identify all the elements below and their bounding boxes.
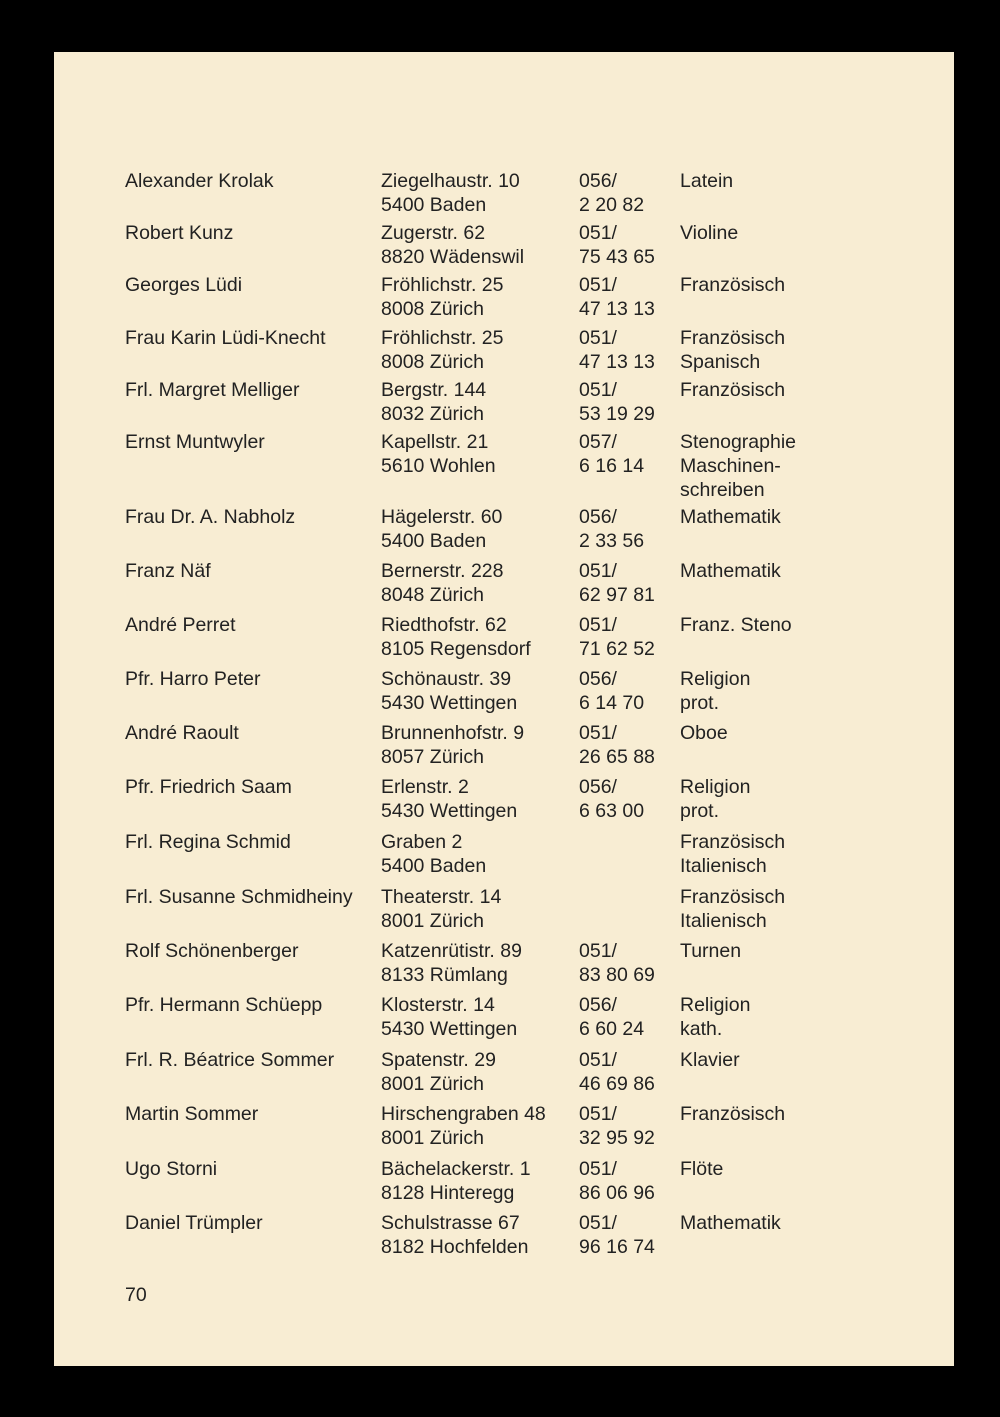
- entry-subject: [680, 273, 785, 297]
- entry-phone-line: 051/: [579, 614, 617, 636]
- entry-name-text: Martin Sommer: [125, 1103, 259, 1125]
- entry-subject: [680, 378, 785, 402]
- entry-address-line: Schulstrasse 67: [381, 1212, 520, 1234]
- entry-subject-line: Turnen: [680, 940, 742, 962]
- entry-phone-line: 6 63 00: [579, 800, 645, 822]
- entry-address: [381, 273, 503, 321]
- entry-phone-line: 056/: [579, 994, 617, 1016]
- entry-phone: [579, 1157, 655, 1205]
- entry-phone-line: 057/: [579, 431, 617, 453]
- entry-subject-line: Französisch: [680, 886, 786, 908]
- entry-subject-line: Religion: [680, 776, 751, 798]
- entry-phone-line: 26 65 88: [579, 746, 655, 768]
- entry-name: [125, 939, 298, 963]
- entry-address-line: 5610 Wohlen: [381, 455, 496, 477]
- entry-name: [125, 993, 322, 1017]
- entry-phone-line: 6 14 70: [579, 692, 645, 714]
- entry-address-line: Klosterstr. 14: [381, 994, 495, 1016]
- entry-phone-line: 051/: [579, 1049, 617, 1071]
- entry-address-line: 8001 Zürich: [381, 1073, 484, 1095]
- entry-address: [381, 430, 496, 478]
- entry-phone: [579, 993, 644, 1041]
- entry-address: [381, 830, 486, 878]
- entry-subject-line: kath.: [680, 1018, 723, 1040]
- entry-address-line: Erlenstr. 2: [381, 776, 469, 798]
- entry-subject-line: Religion: [680, 668, 751, 690]
- entry-name: [125, 273, 242, 297]
- entry-phone-line: 051/: [579, 327, 617, 349]
- entry-address-line: Hägelerstr. 60: [381, 506, 503, 528]
- entry-address-line: Bernerstr. 228: [381, 560, 504, 582]
- entry-subject-line: prot.: [680, 800, 720, 822]
- entry-phone-line: 86 06 96: [579, 1182, 655, 1204]
- entry-phone-line: 051/: [579, 222, 617, 244]
- entry-subject: [680, 613, 792, 637]
- entry-subject-line: Religion: [680, 994, 751, 1016]
- entry-subject: [680, 1102, 785, 1126]
- entry-address-line: 5430 Wettingen: [381, 692, 518, 714]
- entry-name-text: Frau Dr. A. Nabholz: [125, 506, 296, 528]
- entry-phone: [579, 326, 655, 374]
- entry-phone-line: 051/: [579, 560, 617, 582]
- entry-name-text: Frl. Regina Schmid: [125, 831, 291, 853]
- entry-address-line: 8001 Zürich: [381, 1127, 484, 1149]
- document-page: [54, 52, 954, 1366]
- entry-address: [381, 775, 517, 823]
- entry-address: [381, 559, 503, 607]
- entry-subject-line: schreiben: [680, 479, 765, 501]
- entry-name: [125, 613, 236, 637]
- entry-subject: [680, 939, 741, 963]
- entry-subject: [680, 667, 750, 715]
- entry-subject: [680, 1157, 723, 1181]
- entry-phone-line: 47 13 13: [579, 351, 655, 373]
- entry-phone: [579, 221, 655, 269]
- entry-address-line: Hirschengraben 48: [381, 1103, 546, 1125]
- entry-phone-line: 051/: [579, 1158, 617, 1180]
- entry-phone: [579, 775, 644, 823]
- entry-phone: [579, 559, 655, 607]
- entry-address: [381, 613, 531, 661]
- entry-address-line: 5400 Baden: [381, 194, 487, 216]
- entry-phone-line: 53 19 29: [579, 403, 655, 425]
- entry-address-line: Brunnenhofstr. 9: [381, 722, 525, 744]
- entry-name: [125, 721, 239, 745]
- entry-address-line: 5400 Baden: [381, 530, 487, 552]
- entry-name-text: Rolf Schönenberger: [125, 940, 299, 962]
- entry-phone-line: 2 20 82: [579, 194, 645, 216]
- entry-address: [381, 721, 524, 769]
- entry-address-line: Graben 2: [381, 831, 463, 853]
- entry-subject-line: Stenographie: [680, 431, 797, 453]
- entry-phone-line: 62 97 81: [579, 584, 655, 606]
- entry-subject-line: Maschinen-: [680, 455, 781, 477]
- entry-phone-line: 056/: [579, 776, 617, 798]
- entry-address-line: Spatenstr. 29: [381, 1049, 496, 1071]
- entry-subject: [680, 1211, 781, 1235]
- entry-name-text: Frl. R. Béatrice Sommer: [125, 1049, 335, 1071]
- entry-name: [125, 326, 326, 350]
- entry-name: [125, 1102, 258, 1126]
- entry-subject: [680, 830, 785, 878]
- entry-subject: [680, 721, 728, 745]
- entry-phone-line: 051/: [579, 722, 617, 744]
- entry-address-line: Katzenrütistr. 89: [381, 940, 522, 962]
- entry-subject: [680, 775, 750, 823]
- entry-subject-line: Violine: [680, 222, 739, 244]
- entry-subject-line: Spanisch: [680, 351, 761, 373]
- entry-address-line: Ziegelhaustr. 10: [381, 170, 520, 192]
- entry-subject-line: Italienisch: [680, 910, 767, 932]
- entry-phone-line: 051/: [579, 940, 617, 962]
- entry-address-line: 8008 Zürich: [381, 351, 484, 373]
- entry-subject: [680, 169, 733, 193]
- entry-subject: [680, 505, 781, 529]
- entry-subject-line: Klavier: [680, 1049, 740, 1071]
- entry-subject-line: Latein: [680, 170, 734, 192]
- entry-address-line: 8048 Zürich: [381, 584, 484, 606]
- entry-subject: [680, 221, 738, 245]
- entry-phone: [579, 939, 655, 987]
- entry-address-line: 8133 Rümlang: [381, 964, 508, 986]
- entry-name-text: Frl. Susanne Schmidheiny: [125, 886, 353, 908]
- entry-phone: [579, 378, 655, 426]
- entry-subject-line: Flöte: [680, 1158, 724, 1180]
- entry-subject-line: Italienisch: [680, 855, 767, 877]
- entry-phone-line: 75 43 65: [579, 246, 655, 268]
- entry-address-line: Fröhlichstr. 25: [381, 327, 504, 349]
- entry-phone: [579, 169, 644, 217]
- entry-address: [381, 169, 520, 217]
- entry-address-line: Bergstr. 144: [381, 379, 487, 401]
- entry-name: [125, 830, 291, 854]
- entry-phone: [579, 1102, 655, 1150]
- entry-phone: [579, 505, 644, 553]
- entry-phone-line: 056/: [579, 170, 617, 192]
- entry-name-text: Pfr. Hermann Schüepp: [125, 994, 323, 1016]
- entry-address: [381, 1048, 496, 1096]
- entry-subject-line: Französisch: [680, 1103, 786, 1125]
- entry-name: [125, 1048, 334, 1072]
- entry-subject: [680, 430, 796, 502]
- entry-address-line: 8001 Zürich: [381, 910, 484, 932]
- entry-address: [381, 939, 522, 987]
- entry-address-line: 8105 Regensdorf: [381, 638, 531, 660]
- entry-name-text: Ernst Muntwyler: [125, 431, 265, 453]
- entry-name-text: Ugo Storni: [125, 1158, 218, 1180]
- entry-subject-line: Französisch: [680, 327, 786, 349]
- entry-phone-line: 051/: [579, 274, 617, 296]
- entry-name-text: Daniel Trümpler: [125, 1212, 263, 1234]
- entry-phone-line: 71 62 52: [579, 638, 655, 660]
- entry-name-text: Robert Kunz: [125, 222, 234, 244]
- entry-subject-line: Mathematik: [680, 560, 781, 582]
- entry-address-line: Riedthofstr. 62: [381, 614, 507, 636]
- entry-address: [381, 1211, 528, 1259]
- entry-phone: [579, 1211, 655, 1259]
- entry-phone-line: 051/: [579, 379, 617, 401]
- entry-address: [381, 221, 524, 269]
- entry-subject-line: Franz. Steno: [680, 614, 792, 636]
- entry-name: [125, 221, 233, 245]
- entry-phone: [579, 1048, 655, 1096]
- entry-address-line: 8182 Hochfelden: [381, 1236, 529, 1258]
- entry-name: [125, 885, 353, 909]
- entry-name-text: André Perret: [125, 614, 236, 636]
- entry-name-text: Frl. Margret Melliger: [125, 379, 300, 401]
- entry-address: [381, 378, 486, 426]
- entry-name-text: André Raoult: [125, 722, 239, 744]
- entry-address-line: 8008 Zürich: [381, 298, 484, 320]
- entry-name: [125, 505, 295, 529]
- entry-phone-line: 6 16 14: [579, 455, 645, 477]
- entry-phone-line: 056/: [579, 668, 617, 690]
- entry-phone: [579, 613, 655, 661]
- entry-name-text: Franz Näf: [125, 560, 211, 582]
- entry-name: [125, 559, 211, 583]
- entry-subject: [680, 559, 781, 583]
- entry-address: [381, 993, 517, 1041]
- page-number: 70: [125, 1284, 147, 1306]
- entry-name-text: Georges Lüdi: [125, 274, 243, 296]
- entry-address-line: 8057 Zürich: [381, 746, 484, 768]
- entry-address-line: 5430 Wettingen: [381, 800, 518, 822]
- entry-subject: [680, 1048, 740, 1072]
- entry-address: [381, 326, 503, 374]
- entry-subject-line: Mathematik: [680, 1212, 781, 1234]
- entry-subject-line: Oboe: [680, 722, 728, 744]
- entry-address: [381, 1102, 546, 1150]
- entry-subject-line: Französisch: [680, 831, 786, 853]
- entry-phone-line: 32 95 92: [579, 1127, 655, 1149]
- entry-subject-line: Mathematik: [680, 506, 781, 528]
- entry-subject: [680, 993, 750, 1041]
- entry-address-line: Bächelackerstr. 1: [381, 1158, 531, 1180]
- entry-phone-line: 47 13 13: [579, 298, 655, 320]
- entry-address: [381, 1157, 531, 1205]
- entry-subject-line: Französisch: [680, 274, 786, 296]
- entry-phone-line: 056/: [579, 506, 617, 528]
- entry-subject: [680, 885, 785, 933]
- entry-name: [125, 169, 274, 193]
- entry-name-text: Frau Karin Lüdi-Knecht: [125, 327, 326, 349]
- entry-address: [381, 885, 501, 933]
- entry-address: [381, 667, 517, 715]
- entry-phone-line: 051/: [579, 1212, 617, 1234]
- entry-address-line: 5430 Wettingen: [381, 1018, 518, 1040]
- entry-name: [125, 430, 265, 454]
- entry-name: [125, 1157, 217, 1181]
- entry-address-line: Zugerstr. 62: [381, 222, 486, 244]
- entry-phone-line: 96 16 74: [579, 1236, 655, 1258]
- entry-subject-line: Französisch: [680, 379, 786, 401]
- entry-subject-line: prot.: [680, 692, 720, 714]
- entry-address-line: 8820 Wädenswil: [381, 246, 525, 268]
- entry-name-text: Alexander Krolak: [125, 170, 274, 192]
- entry-subject: [680, 326, 785, 374]
- entry-address-line: Fröhlichstr. 25: [381, 274, 504, 296]
- entry-name: [125, 667, 260, 691]
- entry-address-line: 8128 Hinteregg: [381, 1182, 515, 1204]
- entry-phone: [579, 721, 655, 769]
- entry-address-line: 5400 Baden: [381, 855, 487, 877]
- entry-address: [381, 505, 502, 553]
- entry-name: [125, 378, 299, 402]
- entry-name: [125, 1211, 263, 1235]
- entry-address-line: Theaterstr. 14: [381, 886, 502, 908]
- entry-name-text: Pfr. Friedrich Saam: [125, 776, 292, 798]
- entry-phone: [579, 667, 644, 715]
- entry-address-line: Kapellstr. 21: [381, 431, 489, 453]
- entry-phone-line: 83 80 69: [579, 964, 655, 986]
- entry-phone: [579, 273, 655, 321]
- entry-name-text: Pfr. Harro Peter: [125, 668, 261, 690]
- entry-address-line: 8032 Zürich: [381, 403, 484, 425]
- entry-phone: [579, 430, 644, 478]
- entry-phone-line: 46 69 86: [579, 1073, 655, 1095]
- entry-phone-line: 051/: [579, 1103, 617, 1125]
- entry-phone-line: 6 60 24: [579, 1018, 645, 1040]
- entry-address-line: Schönaustr. 39: [381, 668, 512, 690]
- entry-phone-line: 2 33 56: [579, 530, 645, 552]
- entry-name: [125, 775, 292, 799]
